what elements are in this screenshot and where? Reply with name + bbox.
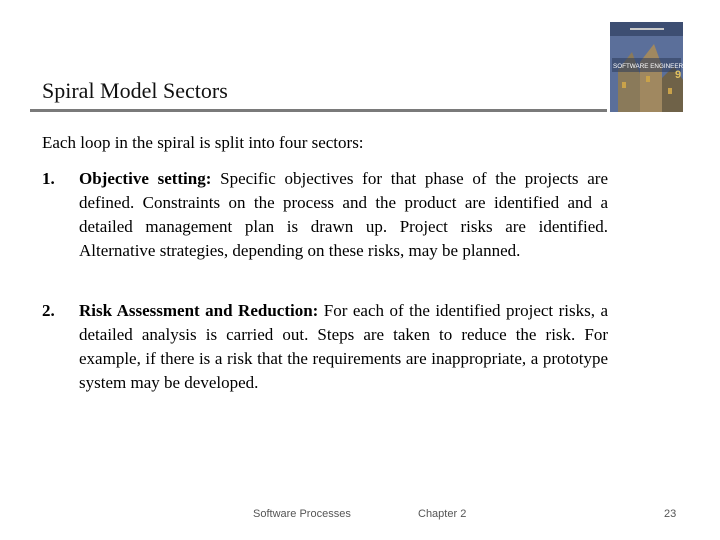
list-item-body <box>79 167 608 263</box>
list-item-number: 2. <box>42 301 55 320</box>
list-item-body <box>79 299 608 395</box>
list-item <box>42 299 608 395</box>
list-item-text: Specific objectives for that phase of the projects are defined. Constraints on the process and the product are identified and a detailed management plan is drawn up. Project risks are identified. Alternative strategies, depending on these risks, may be planned. <box>79 169 608 260</box>
footer-chapter: Chapter 2 <box>418 508 467 520</box>
book-cover-image <box>610 22 695 112</box>
list-item-heading: Risk Assessment and Reduction: <box>79 301 319 320</box>
cover-title-text: SOFTWARE ENGINEERING <box>613 63 695 70</box>
list-item-number: 1. <box>42 169 55 188</box>
cover-edition-number: 9 <box>675 69 682 81</box>
list-item-heading: Objective setting: <box>79 169 212 188</box>
title-divider <box>30 109 607 112</box>
book-cover-illustration <box>610 22 695 112</box>
footer-section-title: Software Processes <box>253 508 351 520</box>
slide-title: Spiral Model Sectors <box>42 78 228 103</box>
footer-page-number: 23 <box>664 508 677 520</box>
intro-paragraph: Each loop in the spiral is split into four sectors: <box>42 133 364 152</box>
list-item-text: For each of the identified project risks, a detailed analysis is carried out. Steps are taken to reduce the risk. For example, if there is a risk that the requirements are inappropriate, a prototype system may be developed. <box>79 301 608 392</box>
list-item <box>42 167 608 263</box>
